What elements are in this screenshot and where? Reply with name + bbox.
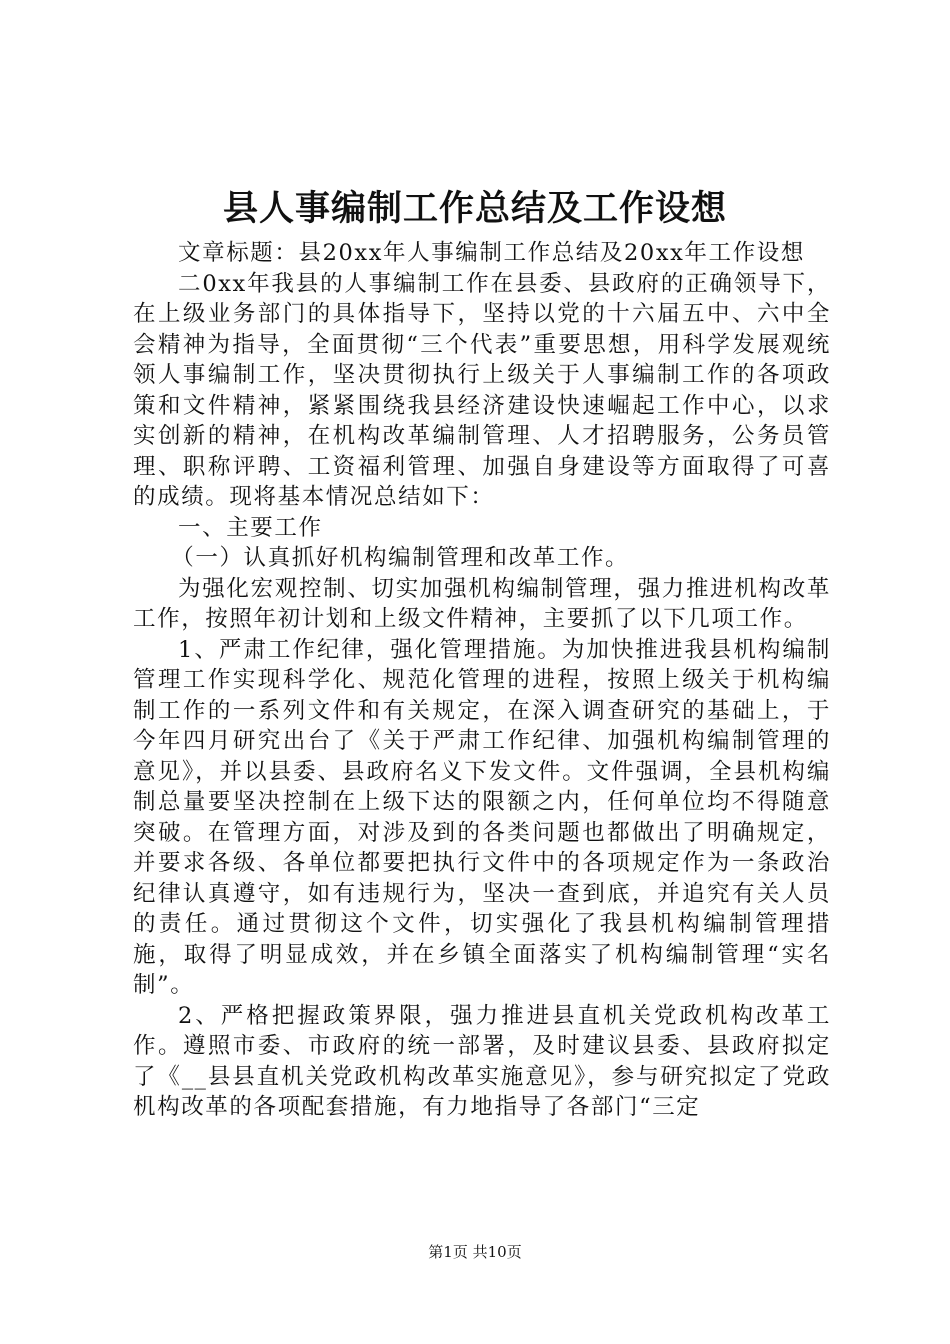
subsection-heading-1: （一）认真抓好机构编制管理和改革工作。 <box>171 545 630 571</box>
document-title: 县人事编制工作总结及工作设想 <box>222 188 727 229</box>
intro-paragraph: 二0xx年我县的人事编制工作在县委、县政府的正确领导下，在上级业务部门的具体指导下，坚持以党的十六届五中、六中全会精神为指导，全面贯彻“三个代表”重要思想，用科学发展观统领人事编制工作，坚决贯彻执行上级关于人事编制工作的各项政策和文件精神，紧紧围绕我县经济建设快速崛起工作中心，以求实创新的精神，在机构改革编制管理、人才招聘服务，公务员管理、职称评聘、工资福利管理、加强自身建设等方面取得了可喜的成绩。现将基本情况总结如下： <box>133 270 831 510</box>
item-2-paragraph: 2、严格把握政策界限，强力推进县直机关党政机构改革工作。遵照市委、市政府的统一部署，及时建议县委、县政府拟定了《__县县直机关党政机构改革实施意见》，参与研究拟定了党政机构改革的各项配套措施，有力地指导了各部门“三定 <box>133 1002 831 1120</box>
document-body <box>133 238 831 1123</box>
article-title-paragraph: 文章标题：县20xx年人事编制工作总结及20xx年工作设想 <box>178 240 805 266</box>
subsection-intro-paragraph: 为强化宏观控制、切实加强机构编制管理，强力推进机构改革工作，按照年初计划和上级文件精神，主要抓了以下几项工作。 <box>133 575 831 632</box>
page-number-footer: 第1页 共10页 <box>428 1243 522 1261</box>
section-heading-main-work: 一、主要工作 <box>178 514 323 541</box>
item-1-paragraph: 1、严肃工作纪律，强化管理措施。为加快推进我县机构编制管理工作实现科学化、规范化管理的进程，按照上级关于机构编制工作的一系列文件和有关规定，在深入调查研究的基础上，于今年四月研究出台了《关于严肃工作纪律、加强机构编制管理的意见》，并以县委、县政府名义下发文件。文件强调，全县机构编制总量要坚决控制在上级下达的限额之内，任何单位均不得随意突破。在管理方面，对涉及到的各类问题也都做出了明确规定，并要求各级、各单位都要把执行文件中的各项规定作为一条政治纪律认真遵守，如有违规行为，坚决一查到底，并追究有关人员的责任。通过贯彻这个文件，切实强化了我县机构编制管理措施，取得了明显成效，并在乡镇全面落实了机构编制管理“实名制”。 <box>133 636 831 998</box>
